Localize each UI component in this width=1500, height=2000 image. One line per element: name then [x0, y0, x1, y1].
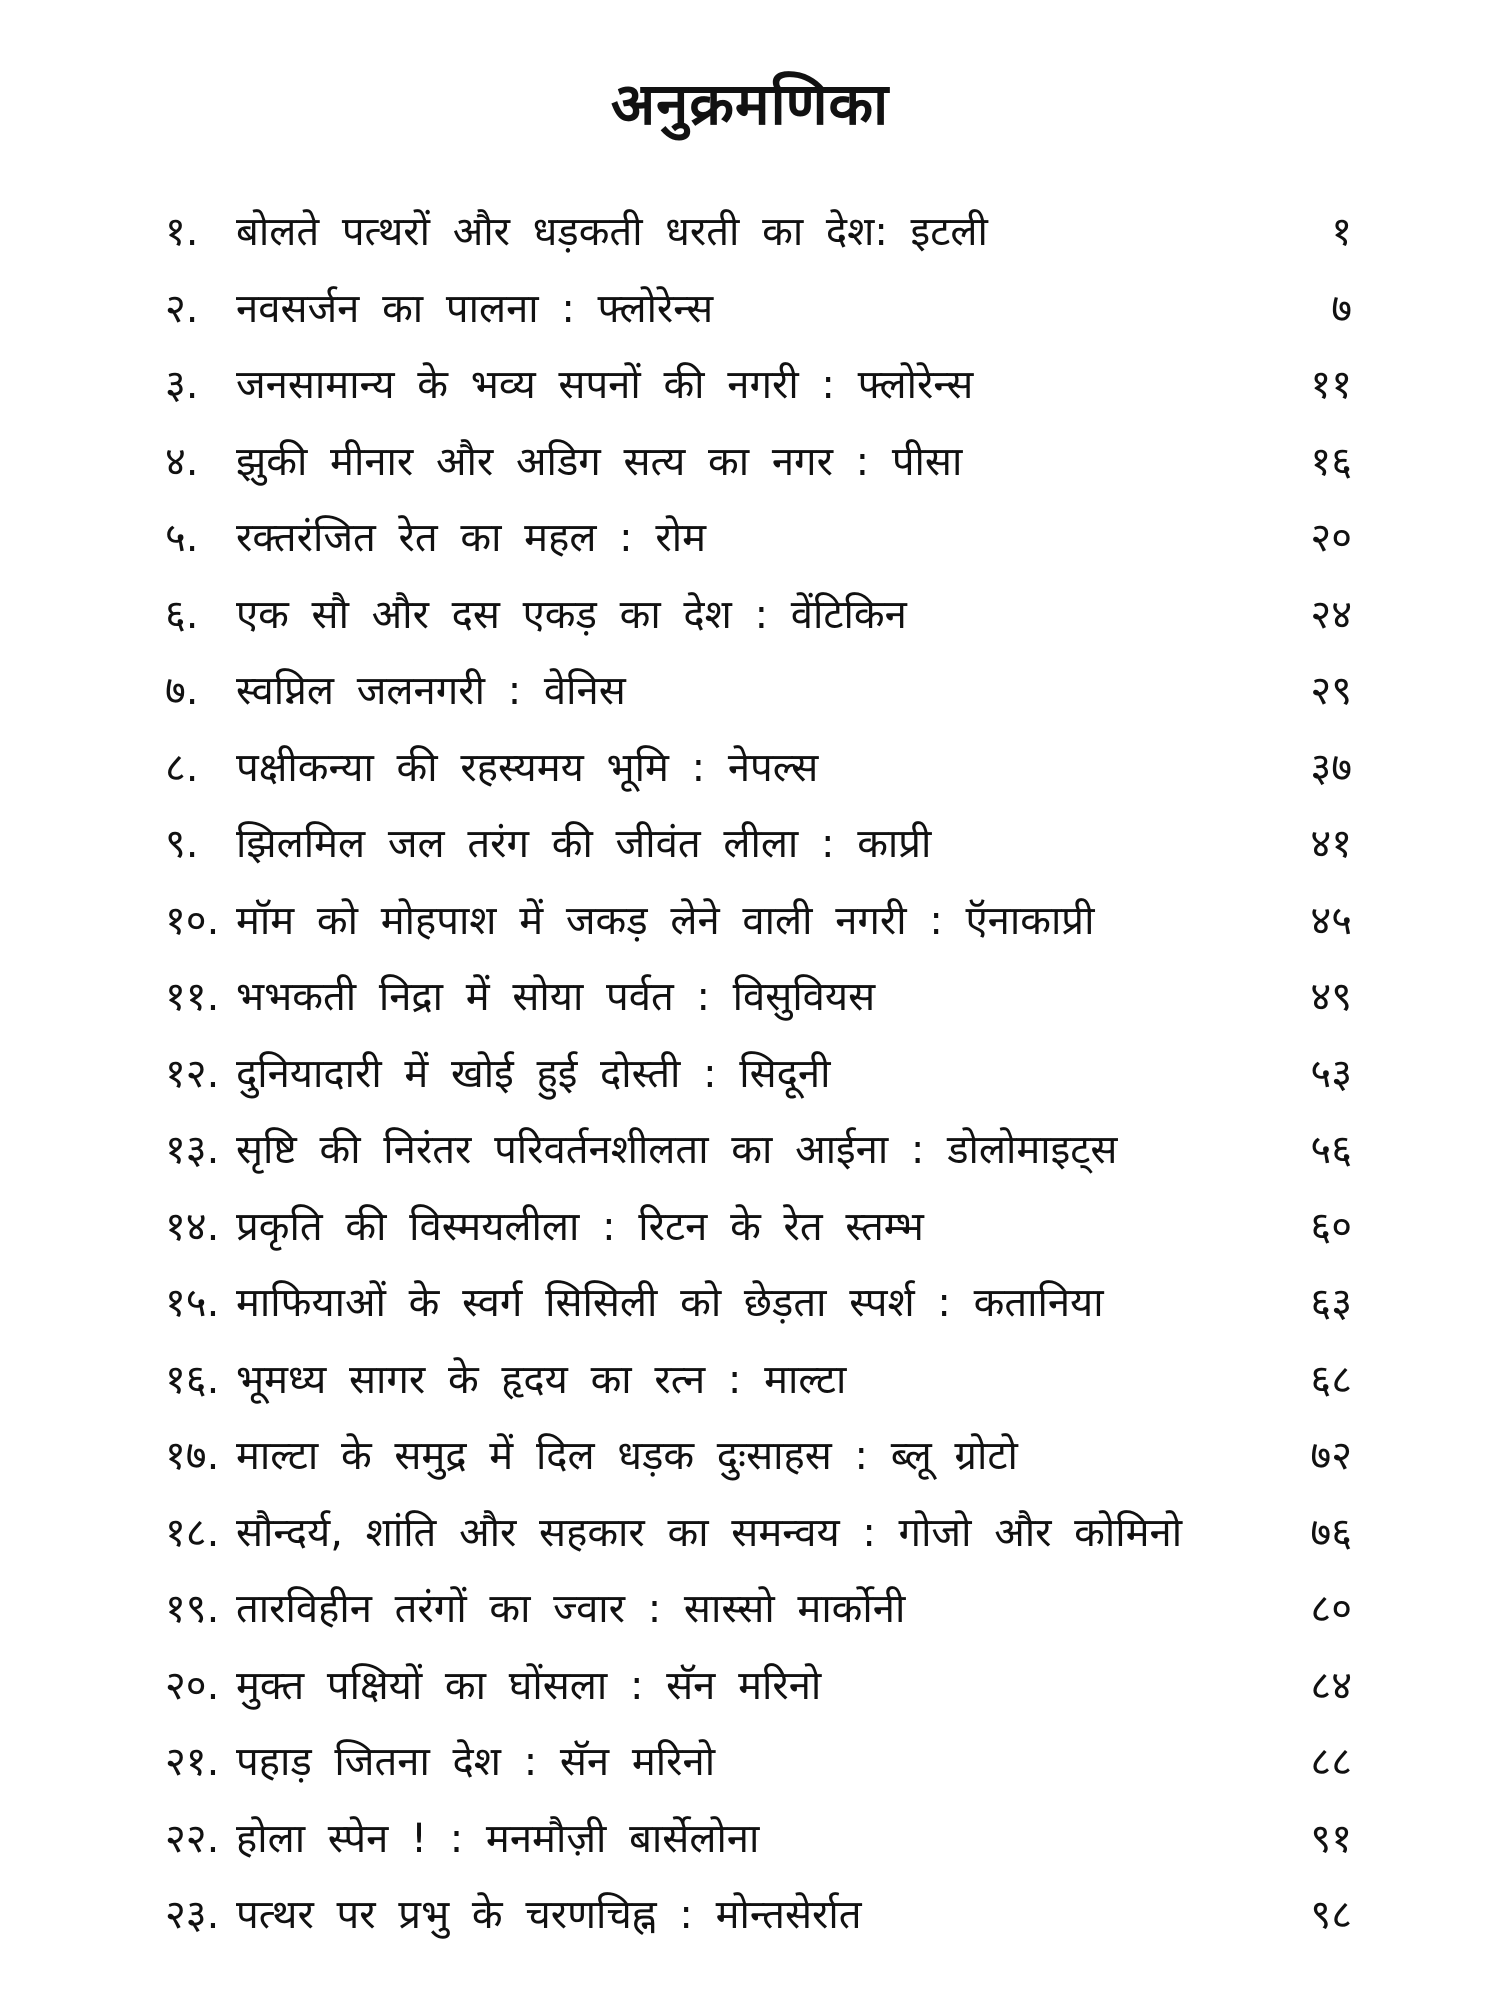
toc-entry-page-number: ६० [1310, 1203, 1352, 1250]
toc-entry [0, 726, 1500, 803]
toc-entry-title: सृष्टि की निरंतर परिवर्तनशीलता का आईना : डोलोमाइट्स [236, 1127, 1118, 1173]
toc-entry-page-number: ६३ [1310, 1280, 1352, 1326]
toc-entry-number: १. [165, 209, 199, 255]
toc-entry-title: भभकती निद्रा में सोया पर्वत : विसुवियस [236, 974, 876, 1020]
toc-entry-page-number: ९१ [1310, 1815, 1352, 1862]
toc-entry-page-number: ४१ [1310, 821, 1352, 867]
toc-entry-title: माफियाओं के स्वर्ग सिसिली को छेड़ता स्पर्श : कतानिया [236, 1280, 1104, 1326]
toc-entry-page-number: ४५ [1310, 897, 1352, 944]
toc-entry-title: तारविहीन तरंगों का ज्वार : सास्सो मार्कोनी [236, 1586, 906, 1632]
toc-entry [0, 802, 1500, 879]
toc-entry [0, 1261, 1500, 1338]
toc-entry-number: २. [165, 285, 199, 332]
toc-entry-title: होला स्पेन ! : मनमौज़ी बार्सेलोना [236, 1815, 760, 1862]
toc-entry-number: १२. [165, 1050, 220, 1097]
toc-entry [0, 1414, 1500, 1491]
toc-entry-title: भूमध्य सागर के हृदय का रत्न : माल्टा [236, 1356, 847, 1403]
toc-list [0, 190, 1500, 1950]
toc-entry [0, 1108, 1500, 1185]
toc-entry-title: मॉम को मोहपाश में जकड़ लेने वाली नगरी : ऍनाकाप्री [236, 897, 1095, 944]
toc-entry-number: ४. [165, 438, 199, 485]
toc-entry-title: नवसर्जन का पालना : फ्लोरेन्स [236, 285, 714, 332]
toc-entry-page-number: ७ [1331, 285, 1352, 332]
toc-entry-page-number: २० [1310, 515, 1352, 561]
toc-entry-title: बोलते पत्थरों और धड़कती धरती का देश: इटली [236, 209, 988, 255]
toc-entry-title: झुकी मीनार और अडिग सत्य का नगर : पीसा [236, 438, 963, 485]
toc-entry-number: २३. [165, 1892, 220, 1938]
toc-entry-title: स्वप्निल जलनगरी : वेनिस [236, 668, 626, 714]
toc-entry-title: माल्टा के समुद्र में दिल धड़क दुःसाहस : ब्लू ग्रोटो [236, 1433, 1018, 1479]
toc-entry [0, 1185, 1500, 1262]
toc-entry-page-number: २९ [1310, 668, 1352, 714]
toc-entry-number: १४. [165, 1203, 220, 1250]
toc-entry [0, 955, 1500, 1032]
toc-entry [0, 267, 1500, 344]
toc-entry-number: १०. [165, 897, 220, 944]
toc-entry [0, 420, 1500, 497]
toc-entry [0, 879, 1500, 956]
toc-entry [0, 1491, 1500, 1568]
toc-entry-page-number: ७२ [1310, 1433, 1352, 1479]
toc-entry-title: जनसामान्य के भव्य सपनों की नगरी : फ्लोरेन्स [236, 362, 974, 408]
toc-entry [0, 1797, 1500, 1874]
toc-entry-number: २२. [165, 1815, 220, 1862]
toc-entry-title: रक्तरंजित रेत का महल : रोम [236, 515, 707, 561]
toc-entry-title: मुक्त पक्षियों का घोंसला : सॅन मरिनो [236, 1662, 822, 1709]
toc-entry [0, 1338, 1500, 1415]
toc-entry [0, 1720, 1500, 1797]
toc-entry-number: १५. [165, 1280, 220, 1326]
toc-entry-number: २१. [165, 1739, 220, 1785]
toc-entry [0, 1567, 1500, 1644]
toc-entry-number: ९. [165, 821, 199, 867]
toc-entry-page-number: ४९ [1310, 974, 1352, 1020]
toc-entry-title: झिलमिल जल तरंग की जीवंत लीला : काप्री [236, 821, 932, 867]
toc-entry-number: १३. [165, 1127, 220, 1173]
toc-entry-title: दुनियादारी में खोई हुई दोस्ती : सिदूनी [236, 1050, 831, 1097]
toc-entry-page-number: १ [1331, 209, 1352, 255]
toc-entry-page-number: ३७ [1310, 744, 1352, 791]
toc-entry-number: १७. [165, 1433, 220, 1479]
toc-entry-title: प्रकृति की विस्मयलीला : रिटन के रेत स्तम्भ [236, 1203, 924, 1250]
toc-entry [0, 573, 1500, 650]
toc-entry [0, 343, 1500, 420]
toc-entry [0, 649, 1500, 726]
toc-entry [0, 1644, 1500, 1721]
toc-entry [0, 496, 1500, 573]
toc-entry-page-number: ८४ [1310, 1662, 1352, 1709]
toc-entry-title: पक्षीकन्या की रहस्यमय भूमि : नेपल्स [236, 744, 819, 791]
toc-entry-number: ६. [165, 591, 199, 638]
toc-entry-number: १६. [165, 1356, 220, 1403]
toc-entry-page-number: ५६ [1310, 1127, 1352, 1173]
toc-entry-page-number: ७६ [1310, 1509, 1352, 1556]
toc-entry-title: सौन्दर्य, शांति और सहकार का समन्वय : गोजो और कोमिनो [236, 1509, 1183, 1556]
toc-entry-number: ३. [165, 362, 199, 408]
toc-entry-number: ८. [165, 744, 199, 791]
toc-entry-page-number: ८८ [1310, 1739, 1352, 1785]
toc-entry-number: ७. [165, 668, 199, 714]
toc-entry-number: २०. [165, 1662, 220, 1709]
toc-entry-number: ५. [165, 515, 199, 561]
toc-entry-number: १८. [165, 1509, 220, 1556]
toc-entry-title: पहाड़ जितना देश : सॅन मरिनो [236, 1739, 716, 1785]
toc-entry-page-number: ८० [1310, 1586, 1352, 1632]
toc-entry-page-number: ५३ [1310, 1050, 1352, 1097]
toc-entry [0, 1873, 1500, 1950]
toc-entry-number: १९. [165, 1586, 220, 1632]
toc-entry-title: पत्थर पर प्रभु के चरणचिह्न : मोन्तसेर्रात [236, 1892, 862, 1938]
toc-entry-page-number: ११ [1310, 362, 1352, 408]
toc-entry-number: ११. [165, 974, 220, 1020]
toc-entry-page-number: ९८ [1310, 1892, 1352, 1938]
page-title: अनुक्रमणिका [610, 70, 890, 138]
toc-entry [0, 190, 1500, 267]
toc-entry-page-number: २४ [1310, 591, 1352, 638]
toc-entry-title: एक सौ और दस एकड़ का देश : वेंटिकिन [236, 591, 907, 638]
toc-entry-page-number: ६८ [1310, 1356, 1352, 1403]
toc-entry [0, 1032, 1500, 1109]
toc-entry-page-number: १६ [1310, 438, 1352, 485]
